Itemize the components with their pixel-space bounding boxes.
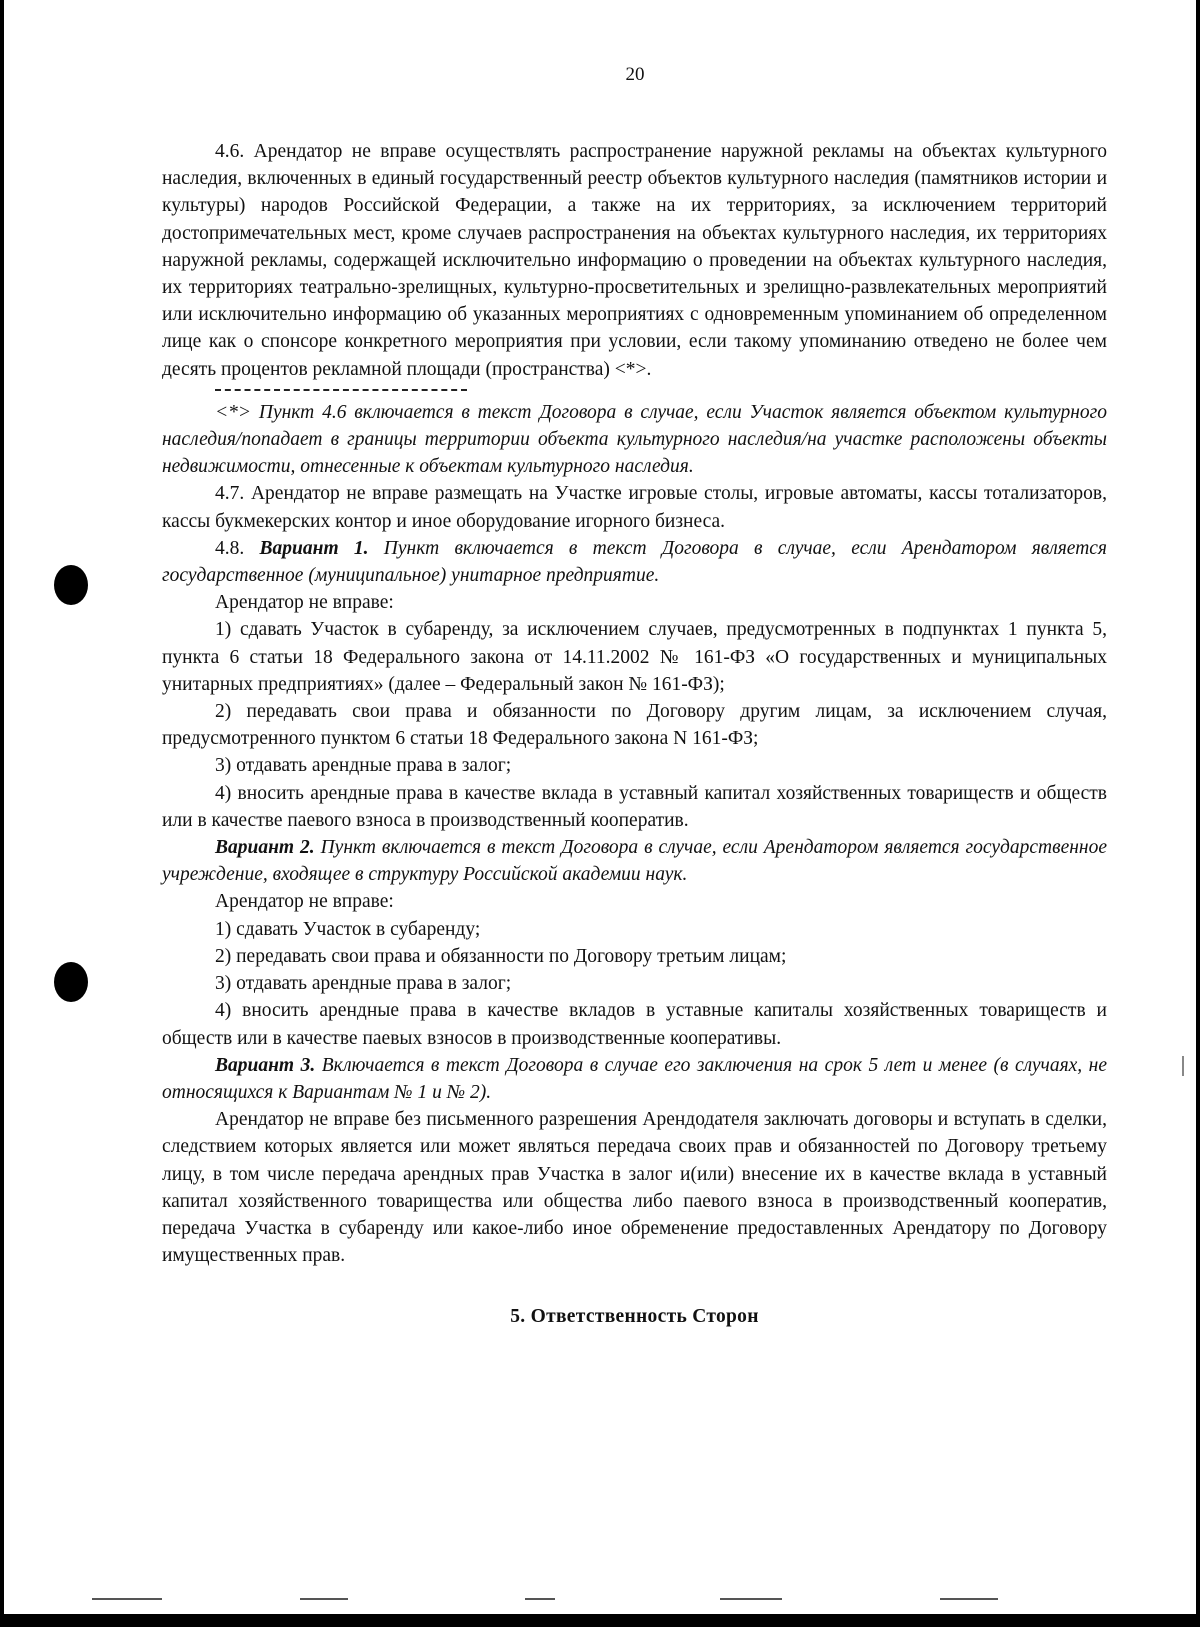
variant-3-note: Включается в текст Договора в случае его заключения на срок 5 лет и менее (в случаях, не относящихся к Вариантам № 1 и № 2).: [162, 1054, 1107, 1103]
variant-1-item: 1) сдавать Участок в субаренду, за исключением случаев, предусмотренных в подпунктах 1 пункта 5, пункта 6 статьи 18 Федерального закона от 14.11.2002 № 161-ФЗ «О государственных и муниципальных унитарных предприятиях» (далее – Федеральный закон № 161-ФЗ);: [162, 619, 1107, 695]
variant-1-title: Вариант 1.: [259, 537, 369, 559]
footnote: <*> Пункт 4.6 включается в текст Договора в случае, если Участок является объектом культурного наследия/попадает в границы территории объекта культурного наследия/на участке расположены объекты недвижимости, отнесенные к объектам культурного наследия.: [162, 401, 1107, 478]
scan-bottom-edge: [0, 1614, 1200, 1627]
footnote-separator: [215, 389, 467, 391]
scan-artifact: [940, 1598, 998, 1600]
variant-2-item: 4) вносить арендные права в качестве вкладов в уставные капиталы хозяйственных товариществ и обществ или в качестве паевых взносов в производственные кооперативы.: [162, 1000, 1107, 1049]
scan-artifact: [92, 1598, 162, 1600]
variant-2-item: 1) сдавать Участок в субаренду;: [215, 918, 481, 940]
variant-1-lead: Арендатор не вправе:: [215, 592, 394, 614]
variant-2-title: Вариант 2.: [215, 837, 315, 859]
variant-2-item: 3) отдавать арендные права в залог;: [215, 973, 512, 995]
punch-hole-mark: [54, 565, 88, 605]
clause-4-6: 4.6. Арендатор не вправе осуществлять распространение наружной рекламы на объектах культурного наследия, включенных в единый государственный реестр объектов культурного наследия (памятников истории и культуры) народов Российской Федерации, а также на их территориях, за исключением территорий достопримечательных мест, кроме случаев распространения на объектах культурного наследия, их территориях наружной рекламы, содержащей исключительно информацию о проведении на объектах культурного наследия, их территориях театрально-зрелищных, культурно-просветительных и зрелищно-развлекательных мероприятий или исключительно информацию об указанных мероприятиях с одновременным упоминанием об определенном лице как о спонсоре конкретного мероприятия при условии, если такому упоминанию отведено не более чем десять процентов рекламной площади (пространства) <*>.: [162, 141, 1107, 380]
variant-2-lead: Арендатор не вправе:: [215, 891, 394, 913]
clause-4-8-number: 4.8.: [215, 537, 260, 559]
variant-2-item: 2) передавать свои права и обязанности по Договору третьим лицам;: [215, 945, 787, 967]
variant-1-note: Пункт включается в текст Договора в случае, если Арендатором является государственное (муниципальное) унитарное предприятие.: [162, 537, 1107, 587]
section-5-heading: 5. Ответственность Сторон: [510, 1306, 759, 1328]
clause-4-8: [162, 535, 1107, 589]
variant-3-heading: [162, 1052, 1107, 1106]
variant-3-title: Вариант 3.: [215, 1054, 316, 1076]
scan-artifact: [720, 1598, 782, 1600]
document-body: [162, 138, 1107, 1331]
variant-3-text: Арендатор не вправе без письменного разрешения Арендодателя заключать договоры и вступать в сделки, следствием которых является или может являться передача своих прав и обязанностей по Договору третьему лицу, в том числе передача арендных прав Участка в залог и(или) внесение их в качестве вклада в уставный капитал хозяйственного товарищества или общества либо паевого взноса в производственный кооператив, передача Участка в субаренду или какое-либо иное обременение предоставленных Арендатору по Договору имущественных прав.: [162, 1109, 1107, 1267]
scan-artifact: [300, 1598, 348, 1600]
variant-1-item: 4) вносить арендные права в качестве вклада в уставный капитал хозяйственных товариществ и обществ или в качестве паевого взноса в производственный кооператив.: [162, 782, 1107, 831]
scan-artifact: [525, 1598, 555, 1600]
variant-1-item: 2) передавать свои права и обязанности по Договору другим лицам, за исключением случая, предусмотренного пунктом 6 статьи 18 Федерального закона N 161-ФЗ;: [162, 701, 1107, 750]
scan-artifact: [1182, 1056, 1184, 1076]
punch-hole-mark: [54, 962, 88, 1002]
clause-4-7: 4.7. Арендатор не вправе размещать на Участке игровые столы, игровые автоматы, кассы тотализаторов, кассы букмекерских контор и иное оборудование игорного бизнеса.: [162, 483, 1107, 532]
scan-right-edge: [1196, 0, 1200, 1627]
page-number: 20: [625, 64, 645, 85]
variant-1-item: 3) отдавать арендные права в залог;: [215, 755, 512, 777]
scan-left-edge: [0, 0, 4, 1627]
variant-2-note: Пункт включается в текст Договора в случае, если Арендатором является государственное учреждение, входящее в структуру Российской академии наук.: [162, 837, 1107, 886]
variant-2-heading: [162, 834, 1107, 888]
